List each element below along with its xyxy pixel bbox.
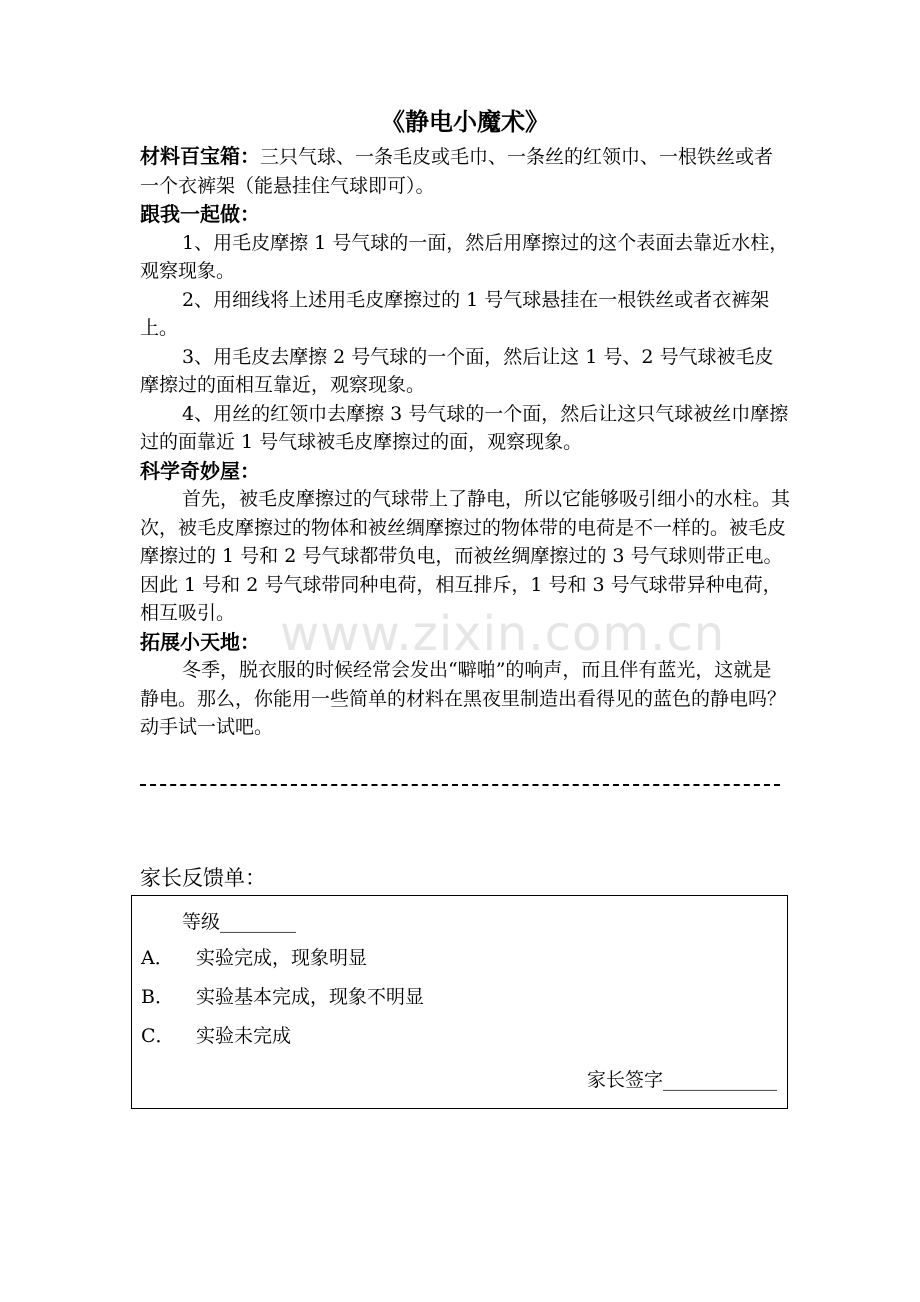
dashed-divider [140, 784, 780, 786]
steps-heading: 跟我一起做： [140, 202, 260, 226]
step-item-1: 1、用毛皮摩擦 1 号气球的一面，然后用摩擦过的这个表面去靠近水柱，观察现象。 [140, 231, 789, 282]
step-item-2: 2、用细线将上述用毛皮摩擦过的 1 号气球悬挂在一根铁丝或者衣裤架上。 [140, 288, 770, 339]
option-c-letter: C． [141, 1025, 175, 1047]
extension-heading: 拓展小天地： [140, 629, 260, 654]
feedback-title: 家长反馈单： [140, 866, 266, 890]
option-a-letter: A． [141, 947, 174, 969]
watermark: www.zixin.com.cn [280, 606, 726, 662]
parent-signature-field[interactable]: 家长签字____________ [586, 1069, 777, 1091]
option-c-text: 实验未完成 [196, 1025, 292, 1047]
science-heading: 科学奇妙屋： [140, 458, 260, 483]
materials-heading: 材料百宝箱： [140, 144, 260, 168]
document-title: 《静电小魔术》 [381, 108, 549, 136]
option-b-letter: B． [141, 986, 174, 1008]
option-a-text: 实验完成，现象明显 [196, 947, 368, 969]
step-item-4: 4、用丝的红领巾去摩擦 3 号气球的一个面，然后让这只气球被丝巾摩擦过的面靠近 1 号气球被毛皮摩擦过的面，观察现象。 [140, 402, 789, 453]
science-text: 首先，被毛皮摩擦过的气球带上了静电，所以它能够吸引细小的水柱。其次，被毛皮摩擦过的物体和被丝绸摩擦过的物体带的电荷是不一样的。被毛皮摩擦过的 1 号和 2 号气球都带负电，而被丝绸摩擦过的 3 号气球则带正电。因此 1 号和 2 号气球带同种电荷，相互排斥，1 号和 3 号气球带异种电荷，相互吸引。 [140, 488, 791, 624]
document-body [140, 102, 790, 742]
feedback-form [131, 895, 788, 1109]
option-b-text: 实验基本完成，现象不明显 [196, 986, 425, 1008]
materials-paragraph [140, 142, 790, 200]
extension-text: 冬季，脱衣服的时候经常会发出“噼啪”的响声，而且伴有蓝光，这就是静电。那么，你能用一些简单的材料在黑夜里制造出看得见的蓝色的静电吗？动手试一试吧。 [140, 659, 787, 738]
grade-field[interactable]: 等级________ [182, 911, 297, 933]
materials-text: 三只气球、一条毛皮或毛巾、一条丝的红领巾、一根铁丝或者一个衣裤架（能悬挂住气球即可）。 [140, 146, 774, 197]
step-item-3: 3、用毛皮去摩擦 2 号气球的一个面，然后让这 1 号、2 号气球被毛皮摩擦过的面相互靠近，观察现象。 [140, 345, 774, 396]
